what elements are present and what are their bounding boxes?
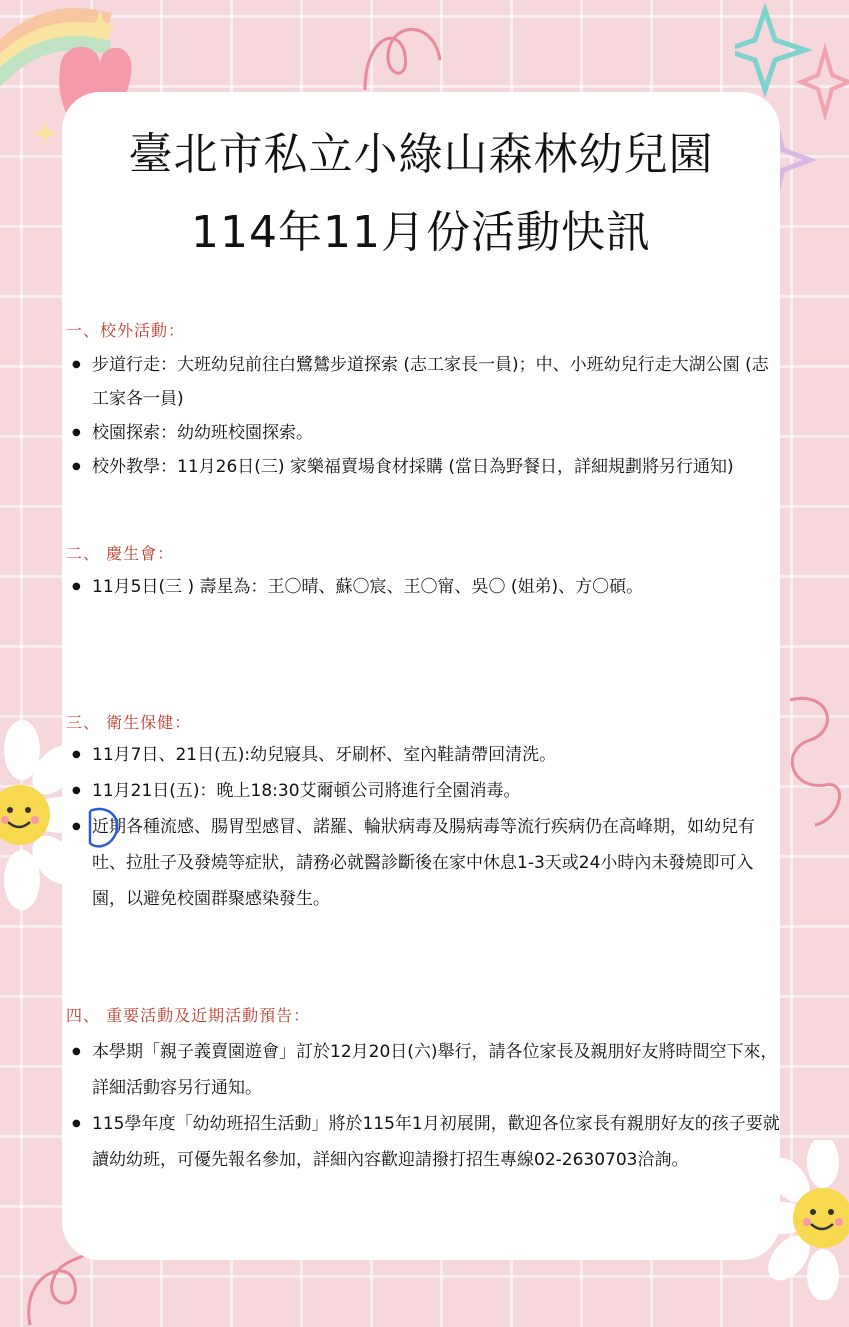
section-list-outings — [72, 348, 784, 484]
list-item: ● 本學期「親子義賣園遊會」訂於12月20日(六)舉行，請各位家長及親朋好友將時間空下來，詳細活動容另行通知。 — [72, 1034, 784, 1106]
school-name-title: 臺北市私立小綠山森林幼兒園 — [128, 129, 714, 180]
section-heading-birthday: 二、 慶生會： — [66, 544, 175, 563]
list-item: ● 校外教學：11月26日(三) 家樂福賣場食材採購 (當日為野餐日，詳細規劃將另行通知) — [72, 450, 784, 484]
swirl-ribbon-decoration — [360, 15, 450, 95]
newsletter-title: 114年11月份活動快訊 — [191, 207, 651, 258]
section-list-birthday — [72, 570, 784, 604]
blue-pen-annotation — [80, 803, 128, 853]
section-list-health — [72, 737, 784, 917]
list-item: ● 步道行走：大班幼兒前往白鷺鷥步道探索 (志工家長一員)；中、小班幼兒行走大湖公園 (志工家各一員) — [72, 348, 784, 416]
section-list-upcoming — [72, 1034, 784, 1178]
list-item: ● 11月7日、21日(五):幼兒寢具、牙刷杯、室內鞋請帶回清洗。 — [72, 737, 784, 773]
list-item: ● 115學年度「幼幼班招生活動」將於115年1月初展開，歡迎各位家長有親朋好友的孩子要就讀幼幼班，可優先報名參加，詳細內容歡迎請撥打招生專線02-2630703洽詢。 — [72, 1106, 784, 1178]
section-heading-upcoming: 四、 重要活動及近期活動預告： — [66, 1006, 311, 1025]
list-item: ● 11月21日(五)：晚上18:30艾爾頓公司將進行全園消毒。 — [72, 773, 784, 809]
section-heading-health: 三、 衛生保健： — [66, 713, 192, 732]
list-item: ● 11月5日(三 ) 壽星為：王〇晴、蘇〇宸、王〇甯、吳〇 (姐弟)、方〇碩。 — [72, 570, 784, 604]
section-heading-outings: 一、校外活動： — [66, 321, 186, 340]
list-item: ● 近期各種流感、腸胃型感冒、諾羅、輪狀病毒及腸病毒等流行疾病仍在高峰期，如幼兒有吐、拉肚子及發燒等症狀，請務必就醫診斷後在家中休息1-3天或24小時內未發燒即可入園，以避免校園群聚感染發生。 — [72, 809, 784, 917]
list-item: ● 校園探索：幼幼班校園探索。 — [72, 416, 784, 450]
